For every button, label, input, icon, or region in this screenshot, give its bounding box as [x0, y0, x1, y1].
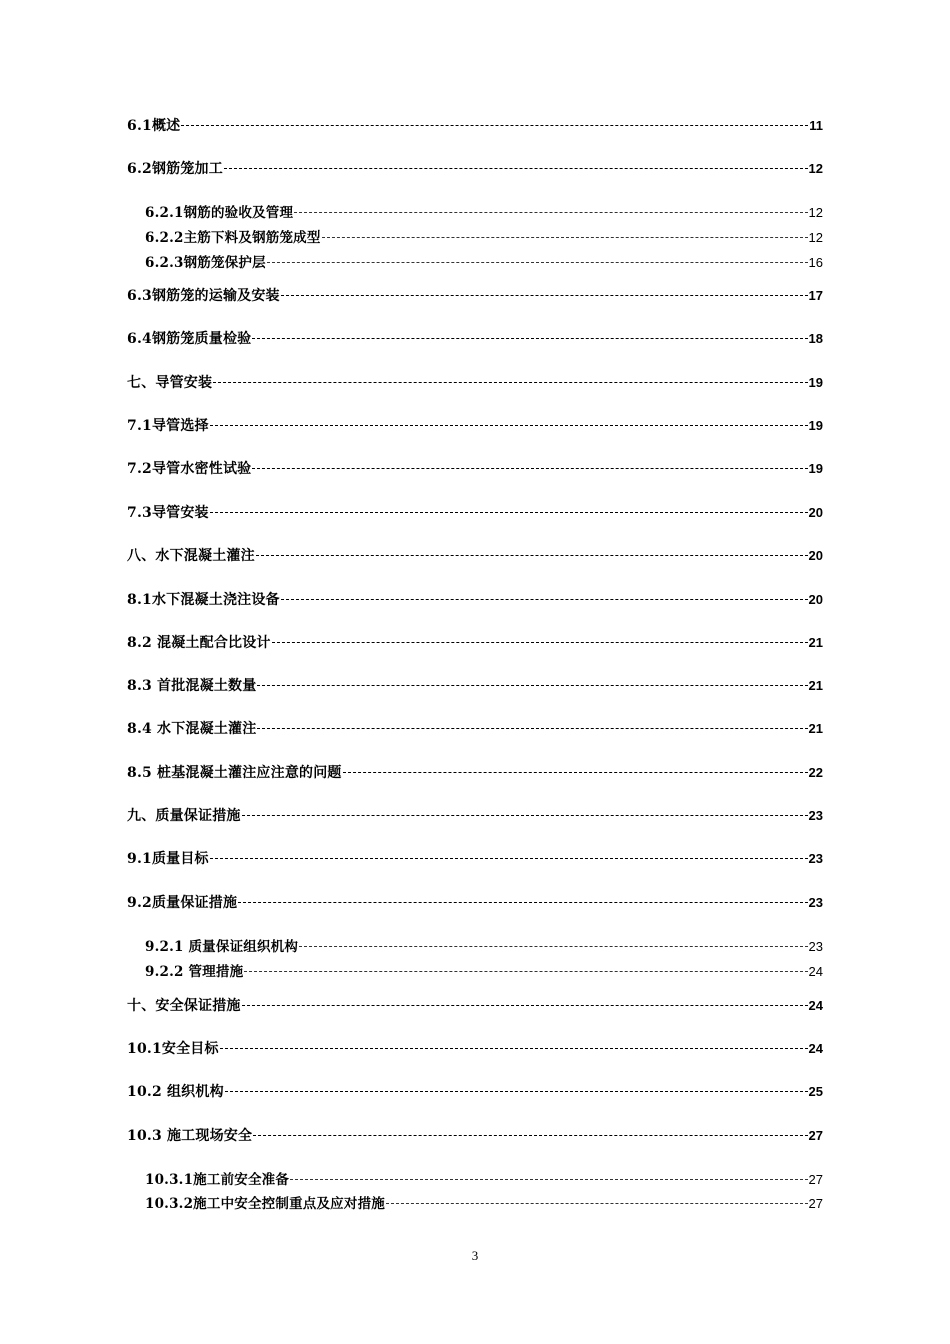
- toc-page-number: 23: [808, 895, 823, 910]
- toc-dot-leader: [225, 1091, 808, 1092]
- toc-entry-label: 6.1概述: [127, 118, 181, 134]
- toc-entry-label: 10.3.2施工中安全控制重点及应对措施: [145, 1196, 385, 1212]
- toc-page-number: 24: [808, 964, 823, 979]
- toc-entry-label: 6.4钢筋笼质量检验: [127, 331, 252, 347]
- toc-page-number: 12: [808, 205, 823, 220]
- toc-entry[interactable]: [127, 545, 823, 565]
- toc-page-number: 12: [808, 161, 823, 176]
- toc-entry-label: 6.2.1钢筋的验收及管理: [145, 205, 294, 221]
- toc-dot-leader: [242, 815, 808, 816]
- toc-entry-label: 8.2 混凝土配合比设计: [127, 635, 271, 651]
- toc-page-number: 19: [808, 418, 823, 433]
- toc-page-number: 17: [808, 288, 823, 303]
- toc-dot-leader: [294, 212, 807, 213]
- toc-page-number: 23: [808, 939, 823, 954]
- toc-entry[interactable]: [145, 935, 823, 955]
- toc-page-number: 27: [808, 1128, 823, 1143]
- toc-entry-label: 七、导管安装: [127, 375, 213, 391]
- toc-entry-label: 8.4 水下混凝土灌注: [127, 721, 257, 737]
- toc-dot-leader: [253, 1135, 807, 1136]
- toc-page-number: 24: [808, 1041, 823, 1056]
- toc-dot-leader: [257, 728, 807, 729]
- toc-page-number: 27: [808, 1196, 823, 1211]
- toc-entry-label: 6.2.3钢筋笼保护层: [145, 255, 266, 271]
- toc-entry-label: 7.3导管安装: [127, 505, 209, 521]
- toc-entry-label: 8.3 首批混凝土数量: [127, 678, 257, 694]
- toc-entry[interactable]: [127, 632, 823, 652]
- toc-entry-label: 10.3 施工现场安全: [127, 1128, 253, 1144]
- toc-page-number: 23: [808, 808, 823, 823]
- toc-page-number: 21: [808, 721, 823, 736]
- toc-dot-leader: [210, 858, 808, 859]
- toc-entry[interactable]: [127, 589, 823, 609]
- toc-page-number: 11: [809, 118, 823, 133]
- toc-dot-leader: [322, 237, 808, 238]
- toc-entry[interactable]: [127, 328, 823, 348]
- toc-dot-leader: [267, 262, 808, 263]
- toc-page-number: 19: [808, 461, 823, 476]
- toc-page-number: 20: [808, 548, 823, 563]
- toc-dot-leader: [252, 338, 807, 339]
- toc-page-number: 21: [808, 635, 823, 650]
- toc-entry[interactable]: [127, 762, 823, 782]
- toc-page-number: 24: [808, 998, 823, 1013]
- toc-dot-leader: [299, 946, 807, 947]
- toc-entry-label: 7.2导管水密性试验: [127, 461, 252, 477]
- toc-page-number: 12: [808, 230, 823, 245]
- toc-dot-leader: [224, 168, 808, 169]
- toc-page-number: 23: [808, 851, 823, 866]
- toc-entry[interactable]: [127, 1125, 823, 1145]
- toc-dot-leader: [281, 295, 808, 296]
- toc-page-number: 22: [808, 765, 823, 780]
- toc-entry[interactable]: [127, 285, 823, 305]
- toc-dot-leader: [272, 642, 808, 643]
- toc-entry[interactable]: [127, 372, 823, 392]
- toc-entry[interactable]: [127, 848, 823, 868]
- toc-entry[interactable]: [145, 251, 823, 271]
- toc-dot-leader: [290, 1179, 807, 1180]
- toc-dot-leader: [257, 685, 807, 686]
- toc-entry-label: 8.1水下混凝土浇注设备: [127, 592, 280, 608]
- toc-entry[interactable]: [145, 960, 823, 980]
- toc-page-number: 20: [808, 592, 823, 607]
- toc-dot-leader: [343, 772, 808, 773]
- toc-page-number: 25: [808, 1084, 823, 1099]
- toc-entry[interactable]: [127, 158, 823, 178]
- toc-entry-label: 十、安全保证措施: [127, 998, 241, 1014]
- page-footer-number: 3: [471, 1248, 479, 1263]
- toc-entry-label: 10.3.1施工前安全准备: [145, 1172, 290, 1188]
- toc-dot-leader: [210, 512, 808, 513]
- toc-entry-label: 6.3钢筋笼的运输及安装: [127, 288, 280, 304]
- toc-entry-label: 6.2钢筋笼加工: [127, 161, 223, 177]
- toc-dot-leader: [242, 1005, 808, 1006]
- toc-entry[interactable]: [127, 115, 823, 135]
- toc-dot-leader: [252, 468, 807, 469]
- toc-entry-label: 8.5 桩基混凝土灌注应注意的问题: [127, 765, 342, 781]
- toc-dot-leader: [213, 382, 807, 383]
- toc-dot-leader: [238, 902, 807, 903]
- toc-page-number: 20: [808, 505, 823, 520]
- toc-page-number: 27: [808, 1172, 823, 1187]
- toc-entry-label: 九、质量保证措施: [127, 808, 241, 824]
- toc-entry[interactable]: [127, 1081, 823, 1101]
- toc-page-number: 21: [808, 678, 823, 693]
- toc-entry-label: 9.2.1 质量保证组织机构: [145, 939, 299, 955]
- toc-entry[interactable]: [145, 226, 823, 246]
- toc-dot-leader: [181, 125, 808, 126]
- toc-entry-label: 9.1质量目标: [127, 851, 209, 867]
- toc-entry[interactable]: [145, 1192, 823, 1212]
- toc-page-number: 19: [808, 375, 823, 390]
- toc-entry-label: 八、水下混凝土灌注: [127, 548, 255, 564]
- toc-entry-label: 10.2 组织机构: [127, 1084, 224, 1100]
- toc-entry[interactable]: [127, 502, 823, 522]
- toc-entry[interactable]: [127, 415, 823, 435]
- toc-entry-label: 10.1安全目标: [127, 1041, 219, 1057]
- toc-entry[interactable]: [145, 1168, 823, 1188]
- toc-page-number: 18: [808, 331, 823, 346]
- toc-entry[interactable]: [127, 805, 823, 825]
- toc-entry-label: 6.2.2主筋下料及钢筋笼成型: [145, 230, 321, 246]
- toc-dot-leader: [220, 1048, 808, 1049]
- toc-entry-label: 9.2.2 管理措施: [145, 964, 244, 980]
- toc-entry[interactable]: [127, 892, 823, 912]
- toc-dot-leader: [386, 1203, 808, 1204]
- toc-page-number: 16: [808, 255, 823, 270]
- toc-entry[interactable]: [127, 718, 823, 738]
- toc-entry-label: 7.1导管选择: [127, 418, 209, 434]
- toc-dot-leader: [281, 599, 808, 600]
- toc-entry[interactable]: [145, 201, 823, 221]
- toc-entry-label: 9.2质量保证措施: [127, 895, 238, 911]
- toc-entry[interactable]: [127, 675, 823, 695]
- toc-dot-leader: [244, 971, 807, 972]
- toc-dot-leader: [256, 555, 808, 556]
- toc-entry[interactable]: [127, 1038, 823, 1058]
- toc-dot-leader: [210, 425, 808, 426]
- toc-entry[interactable]: [127, 995, 823, 1015]
- toc-entry[interactable]: [127, 458, 823, 478]
